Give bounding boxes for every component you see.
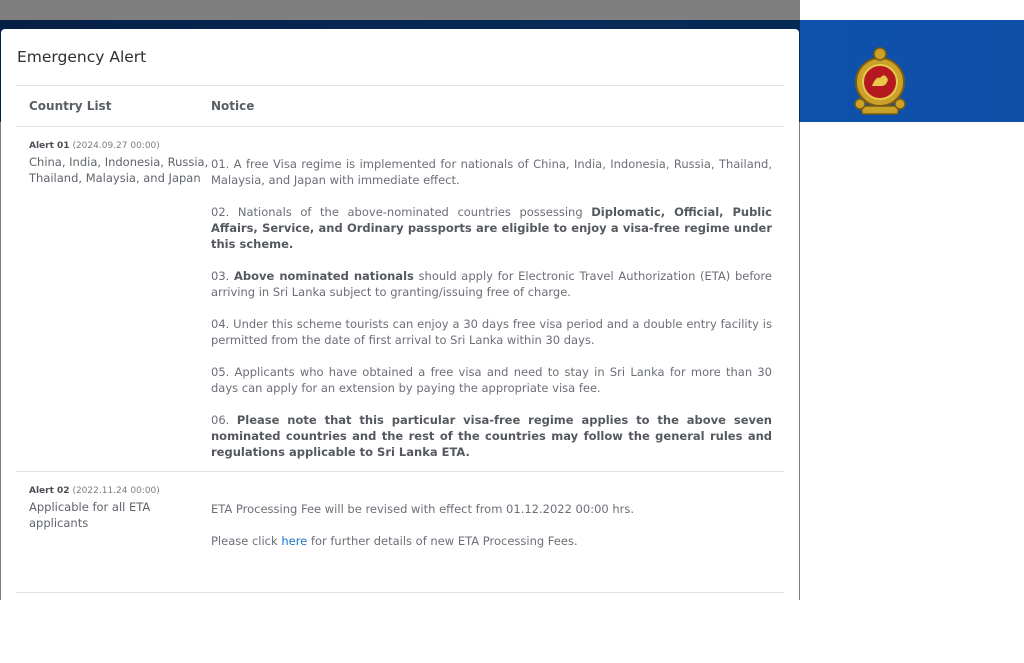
- alert-countries: China, India, Indonesia, Russia, Thailand, Malaysia, and Japan: [29, 155, 209, 185]
- notice-text: for further details of new ETA Processing Fees.: [307, 534, 578, 548]
- notice-text: should apply for Electronic Travel Authorization (ETA) before arriving in Sri Lanka subject to granting/issuing free of charge.: [211, 269, 772, 299]
- emergency-alert-modal: [1, 29, 799, 600]
- notice-paragraph-1: ETA Processing Fee will be revised with effect from 01.12.2022 00:00 hrs.: [211, 502, 635, 516]
- table-row: [16, 127, 784, 472]
- modal-title: Emergency Alert: [17, 48, 147, 66]
- alert-id: [29, 140, 211, 152]
- processing-fees-link[interactable]: here: [281, 534, 308, 548]
- notice-paragraph-6: [211, 412, 772, 460]
- alert-date: (2022.11.24 00:00): [72, 486, 160, 496]
- notice-paragraph-5: 05. Applicants who have obtained a free visa and need to stay in Sri Lanka for more than 30 days can apply for an extension by paying the appropriate visa fee.: [211, 365, 772, 395]
- alert-id: [29, 485, 211, 497]
- notice-cell: [211, 472, 784, 592]
- sri-lanka-emblem-icon: [852, 44, 908, 120]
- notice-bold-text: Diplomatic, Official, Public Affairs, Service, and Ordinary passports are eligible to enjoy a visa-free regime under this scheme.: [211, 205, 772, 251]
- table-row: [16, 472, 784, 593]
- notice-paragraph-2: [211, 204, 772, 252]
- notice-text: 03.: [211, 269, 234, 283]
- alert-table: [16, 85, 784, 593]
- alert-id-label: Alert 01: [29, 141, 70, 151]
- notice-cell: [211, 127, 784, 471]
- notice-bold-text: Above nominated nationals: [233, 269, 414, 283]
- notice-text: 02. Nationals of the above-nominated countries possessing: [211, 205, 592, 219]
- column-header-country-list: Country List: [29, 99, 112, 113]
- notice-text: Please click: [211, 534, 282, 548]
- notice-paragraph-3: [211, 268, 772, 300]
- country-cell: [16, 472, 211, 592]
- notice-bold-text: Please note that this particular visa-free regime applies to the above seven nominated countries and the rest of the countries may follow the general rules and regulations applicable to Sri Lanka ETA.: [211, 413, 772, 459]
- table-header: [16, 86, 784, 127]
- column-header-notice: Notice: [211, 99, 255, 113]
- alert-date: (2024.09.27 00:00): [72, 141, 160, 151]
- notice-paragraph-1: 01. A free Visa regime is implemented for nationals of China, India, Indonesia, Russia, Thailand, Malaysia, and Japan with immediate effect.: [211, 157, 772, 187]
- alert-id-label: Alert 02: [29, 486, 70, 496]
- alert-countries: Applicable for all ETA applicants: [29, 500, 151, 530]
- notice-paragraph-2: [211, 533, 772, 549]
- notice-paragraph-4: 04. Under this scheme tourists can enjoy a 30 days free visa period and a double entry facility is permitted from the date of first arrival to Sri Lanka within 30 days.: [211, 317, 772, 347]
- notice-text: 06.: [211, 413, 237, 427]
- country-cell: [16, 127, 211, 471]
